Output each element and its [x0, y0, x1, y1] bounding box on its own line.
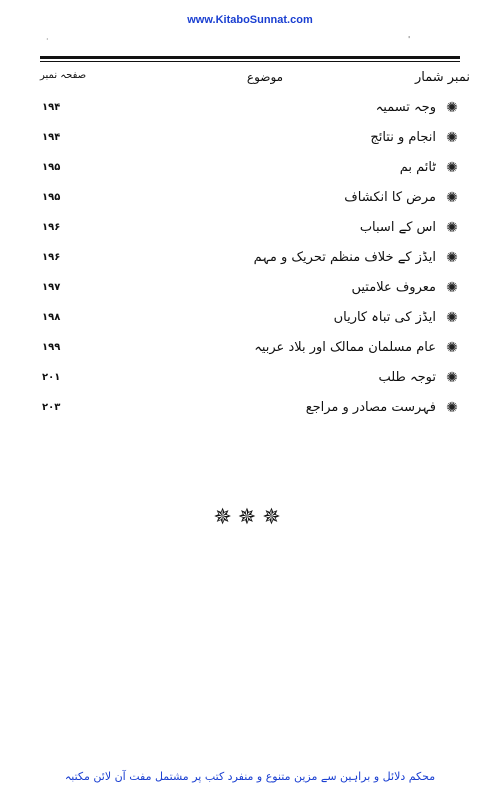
header-rule-thick: [40, 56, 460, 59]
toc-item: [40, 338, 460, 368]
star-bullet-icon: ✺: [446, 280, 458, 296]
footer-tagline: محکم دلائل و براہین سے مزین متنوع و منفرد کتب پر مشتمل مفت آن لائن مکتبہ: [64, 770, 436, 783]
toc-item-page: ۱۹۷: [42, 282, 61, 293]
toc-item-page: ۲۰۳: [42, 402, 61, 413]
toc-item-title: وجہ تسمیہ: [375, 100, 436, 115]
toc-item: [40, 188, 460, 218]
toc-item: [40, 308, 460, 338]
toc-item-page: ۱۹۹: [42, 342, 61, 353]
table-of-contents: [40, 98, 460, 428]
trim-mark-left: ·: [46, 35, 49, 44]
toc-item: [40, 158, 460, 188]
star-bullet-icon: ✺: [446, 160, 458, 176]
toc-item-page: ۱۹۴: [42, 132, 61, 143]
star-ornament-icon: ✵✵✵: [213, 505, 287, 530]
column-header: [40, 70, 470, 92]
toc-item-title: فہرست مصادر و مراجع: [305, 400, 436, 415]
toc-item-title: مرض کا انکشاف: [344, 190, 436, 205]
toc-item: [40, 218, 460, 248]
toc-item-page: ۲۰۱: [42, 372, 61, 383]
toc-item-title: معروف علامتیں: [351, 280, 436, 295]
star-bullet-icon: ✺: [446, 370, 458, 386]
trim-mark-right: ': [408, 35, 411, 44]
toc-item-title: ایڈز کے خلاف منظم تحریک و مہم: [253, 250, 436, 265]
toc-item-page: ۱۹۵: [42, 192, 61, 203]
header-rule-thin: [40, 61, 460, 62]
toc-item: [40, 398, 460, 428]
toc-item: [40, 98, 460, 128]
toc-item-title: ٹائم بم: [399, 160, 436, 175]
topic-column-heading: موضوع: [246, 70, 284, 84]
site-url[interactable]: www.KitaboSunnat.com: [187, 14, 313, 26]
toc-item: [40, 278, 460, 308]
star-bullet-icon: ✺: [446, 400, 458, 416]
toc-item-title: عام مسلمان ممالک اور بلاد عربیہ: [254, 340, 436, 355]
page-trim-marks: [0, 36, 500, 44]
star-bullet-icon: ✺: [446, 100, 458, 116]
page-column-heading: صفحہ نمبر: [40, 70, 87, 81]
star-bullet-icon: ✺: [446, 250, 458, 266]
star-bullet-icon: ✺: [446, 220, 458, 236]
toc-item-title: انجام و نتائج: [370, 130, 436, 145]
toc-item: [40, 368, 460, 398]
serial-column-heading: نمبر شمار: [414, 70, 470, 85]
toc-item-title: توجہ طلب: [378, 370, 436, 385]
toc-item: [40, 128, 460, 158]
toc-item-title: اس کے اسباب: [359, 220, 436, 235]
toc-item-page: ۱۹۴: [42, 102, 61, 113]
toc-item-page: ۱۹۸: [42, 312, 61, 323]
star-bullet-icon: ✺: [446, 190, 458, 206]
star-bullet-icon: ✺: [446, 310, 458, 326]
toc-item-page: ۱۹۵: [42, 162, 61, 173]
toc-item: [40, 248, 460, 278]
star-bullet-icon: ✺: [446, 340, 458, 356]
toc-item-title: ایڈز کی تباہ کاریاں: [333, 310, 436, 325]
star-bullet-icon: ✺: [446, 130, 458, 146]
toc-item-page: ۱۹۶: [42, 252, 61, 263]
toc-item-page: ۱۹۶: [42, 222, 61, 233]
